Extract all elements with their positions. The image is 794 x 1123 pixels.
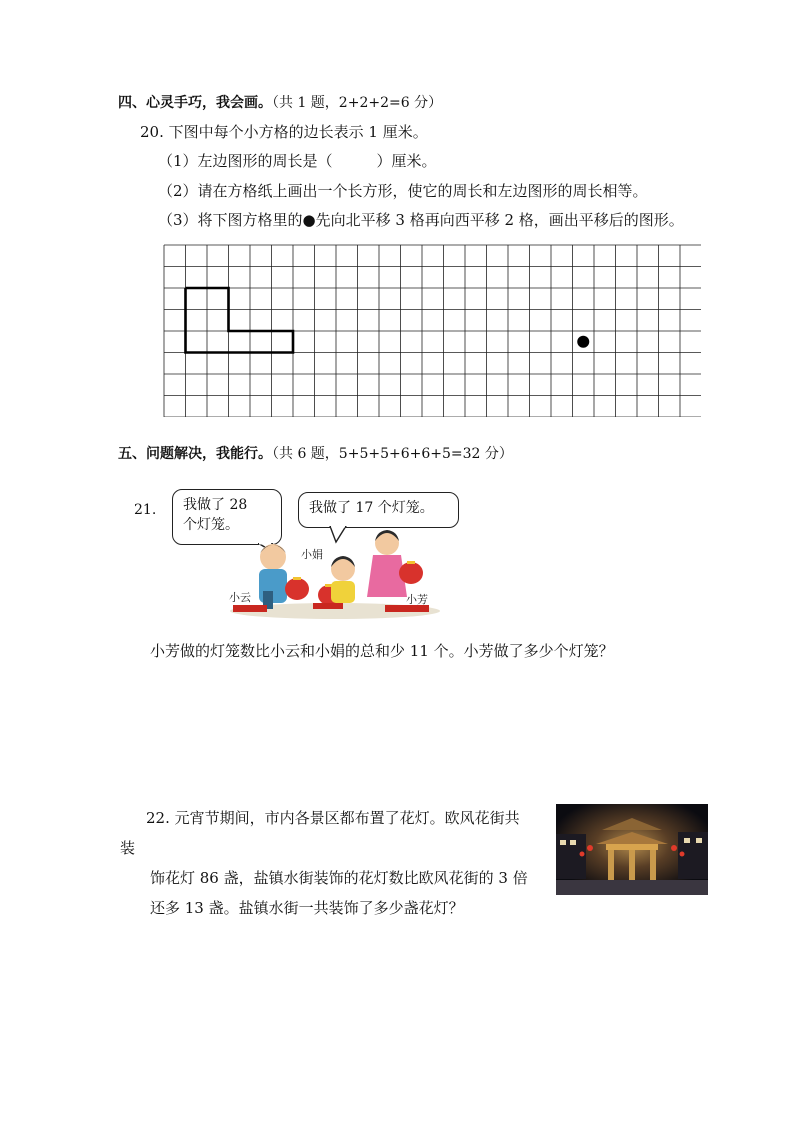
section-4-heading <box>118 92 442 112</box>
bubble1-line1: 我做了 28 <box>183 497 248 513</box>
section-4-points: （共 1 题，2+2+2=6 分） <box>272 95 443 111</box>
section-4-title: 四、心灵手巧，我会画。 <box>118 95 272 111</box>
section-5-heading <box>118 443 513 463</box>
label-xiaoyun: 小云 <box>229 591 251 604</box>
q22-line2: 装 <box>120 839 136 857</box>
q20-part2: （2）请在方格纸上画出一个长方形，使它的周长和左边图形的周长相等。 <box>158 182 648 200</box>
bubble2-text: 我做了 17 个灯笼。 <box>309 500 434 516</box>
q21-number: 21. <box>134 502 157 518</box>
label-xiaofang: 小芳 <box>406 593 428 606</box>
q20-stem: 20. 下图中每个小方格的边长表示 1 厘米。 <box>140 123 428 141</box>
section-5-points: （共 6 题，5+5+5+6+6+5=32 分） <box>272 446 513 462</box>
q22-line3: 饰花灯 86 盏，盐镇水街装饰的花灯数比欧风花街的 3 倍 <box>150 869 528 887</box>
girl-figure-1 <box>331 556 355 603</box>
q20-part1-suffix: ）厘米。 <box>376 152 437 170</box>
q21-question: 小芳做的灯笼数比小云和小娟的总和少 11 个。小芳做了多少个灯笼？ <box>150 642 614 660</box>
lantern-street-photo <box>556 804 708 895</box>
q20-part3 <box>158 209 684 230</box>
girl-figure-2 <box>367 530 407 597</box>
q20-part1 <box>158 150 437 171</box>
bubble1-line2: 个灯笼。 <box>183 517 239 533</box>
dot-symbol: ● <box>302 211 316 229</box>
dot-marker <box>577 336 589 348</box>
label-xiaojuan: 小娟 <box>301 548 323 561</box>
q22-line4: 还多 13 盏。盐镇水街一共装饰了多少盏花灯？ <box>150 899 464 917</box>
q20-part3-prefix: （3）将下图方格里的 <box>158 211 303 229</box>
l-shaped-figure <box>186 288 294 353</box>
q22-line1: 22. 元宵节期间，市内各景区都布置了花灯。欧风花街共 <box>146 809 520 827</box>
speech-bubble-xiaojuan <box>298 492 459 528</box>
section-5-title: 五、问题解决，我能行。 <box>118 446 272 462</box>
q20-part1-prefix: （1）左边图形的周长是（ <box>158 152 333 170</box>
grid-paper[interactable] <box>163 244 701 417</box>
q20-part3-suffix: 先向北平移 3 格再向西平移 2 格，画出平移后的图形。 <box>315 211 684 229</box>
boy-figure <box>259 544 287 609</box>
